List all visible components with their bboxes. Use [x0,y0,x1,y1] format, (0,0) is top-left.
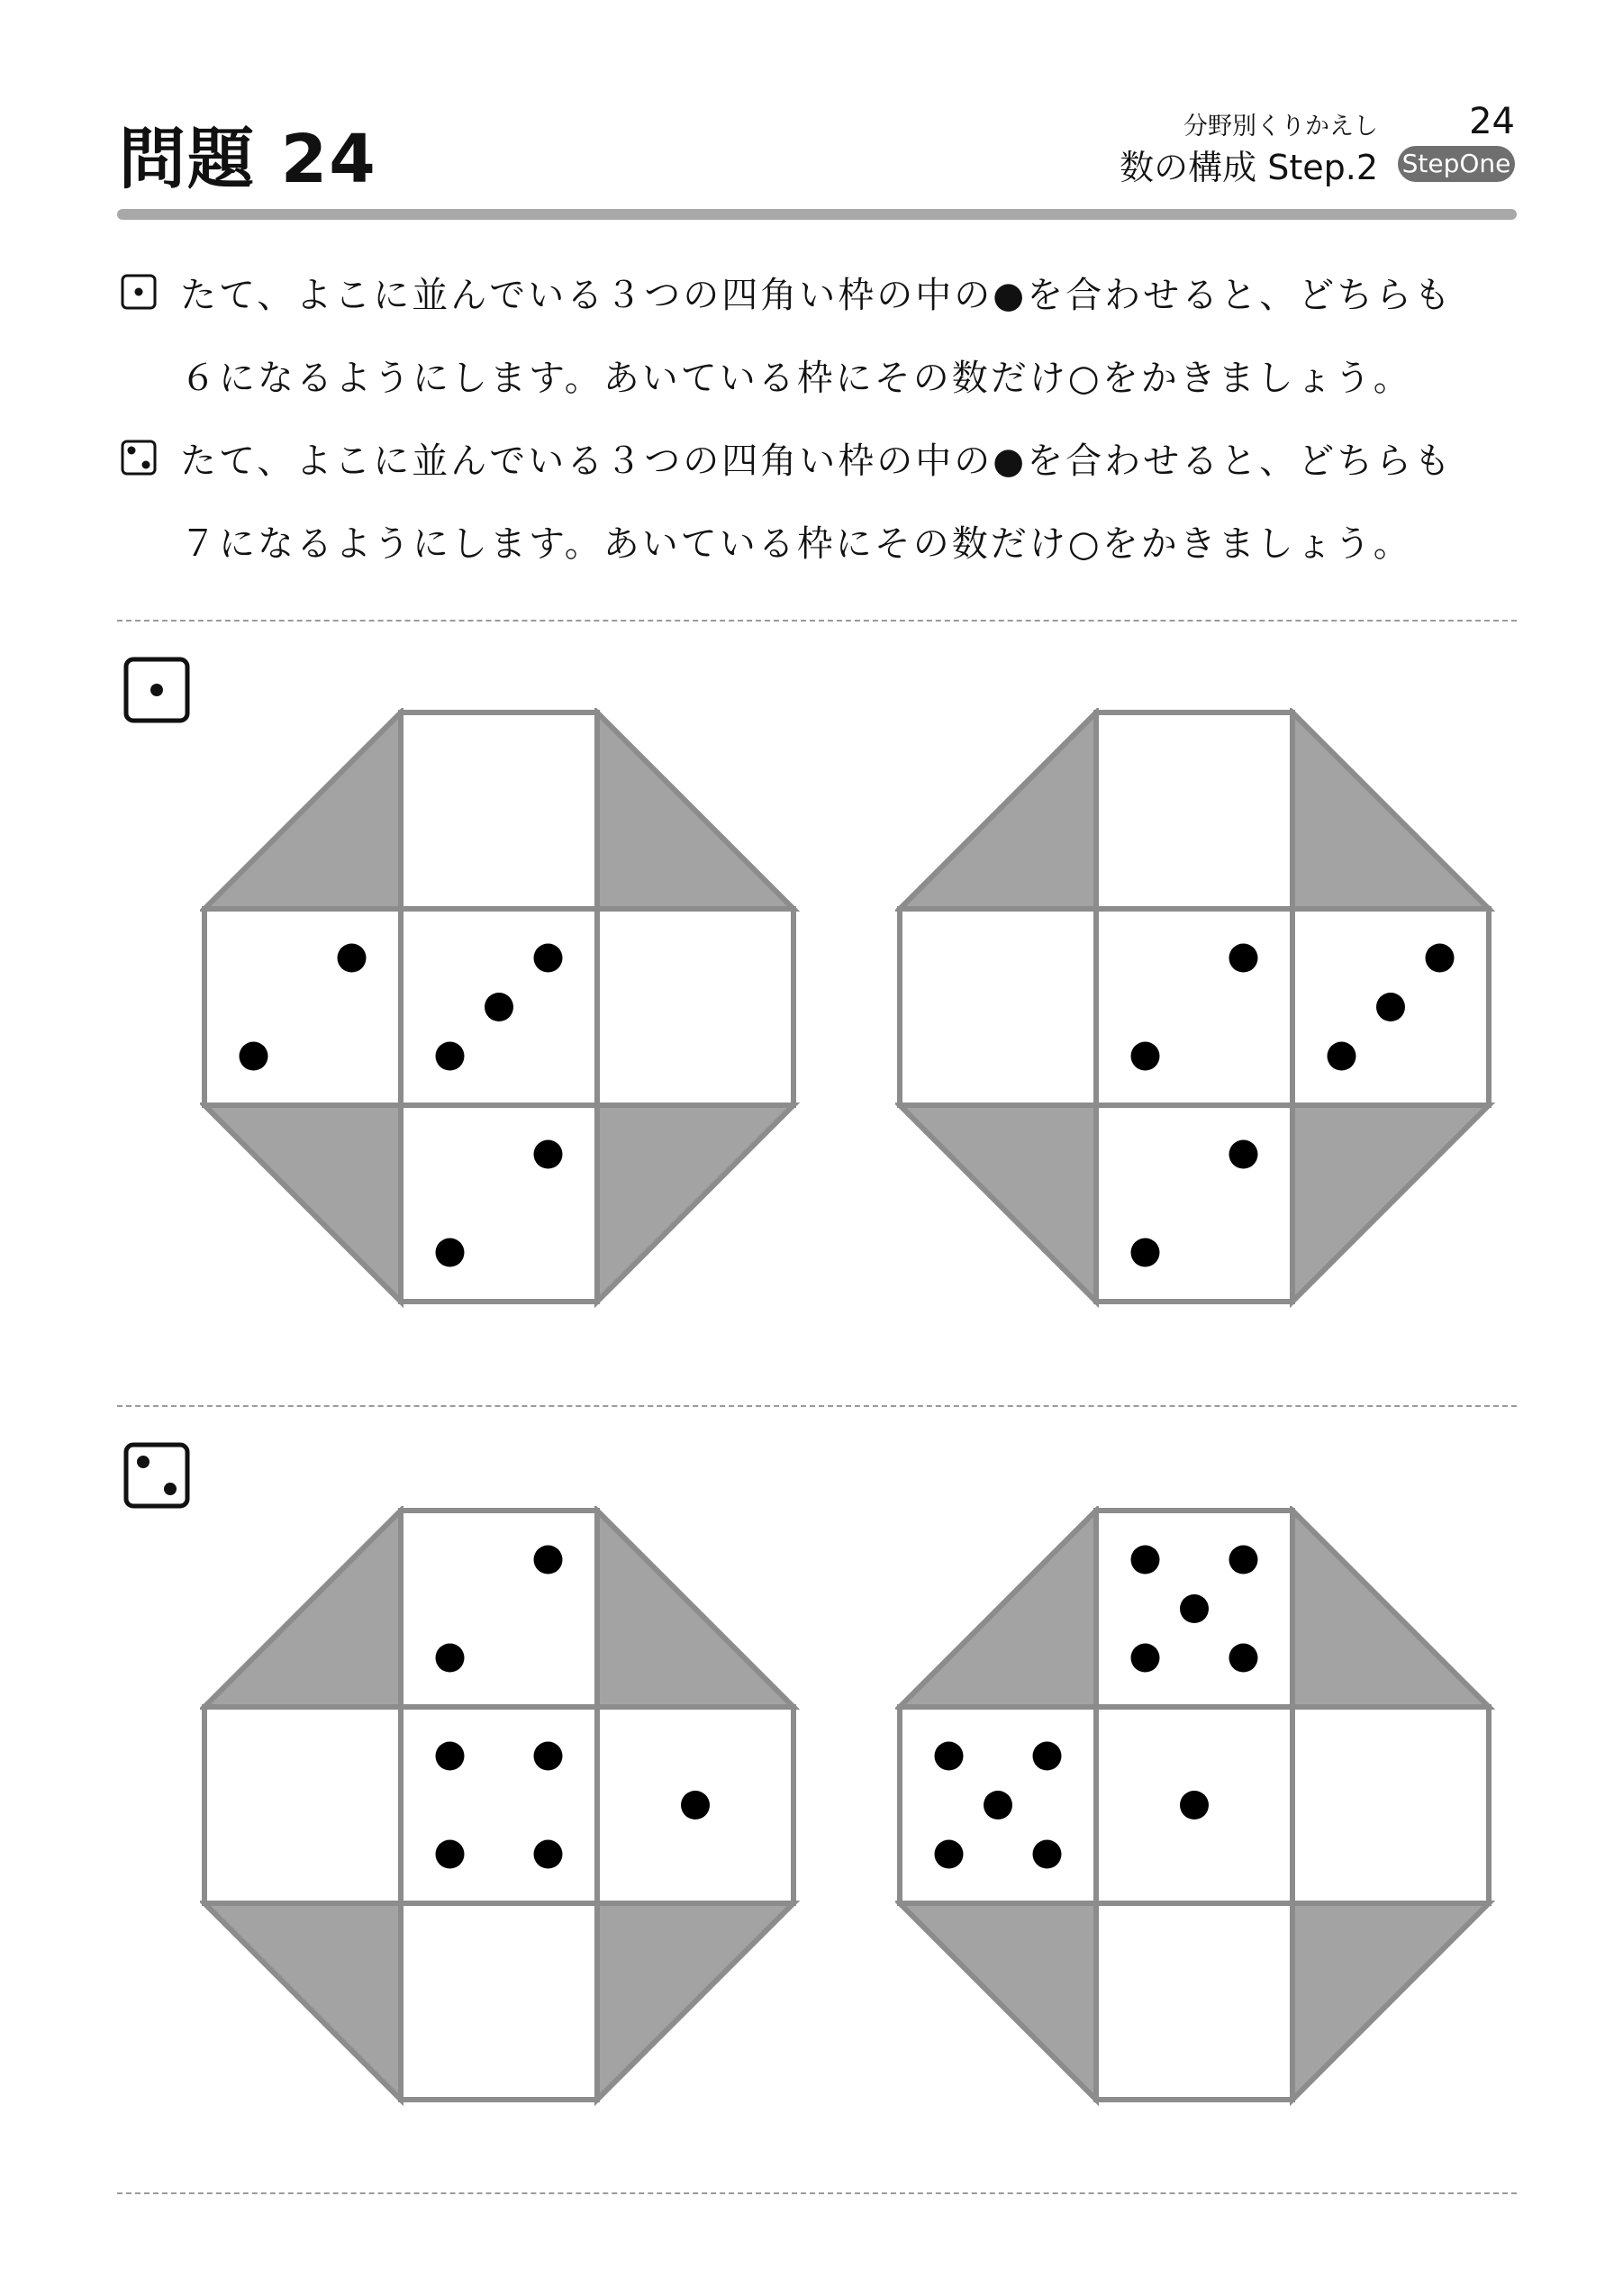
instruction-2-line-1: たて、よこに並んでいる３つの四角い枠の中の●を合わせると、どちらも [180,440,1454,482]
dot [1328,1042,1356,1071]
dot [935,1742,964,1771]
corner-triangle [900,1105,1096,1302]
corner-triangle [900,1903,1096,2100]
dot [436,1042,465,1071]
series-label: 分野別くりかえし [1183,113,1378,141]
instruction-1-line-2: ６になるようにします。あいている枠にその数だけ○をかきましょう。 [180,358,1412,399]
dot [1229,1644,1258,1673]
puzzle-2-2 [895,1506,1499,2110]
corner-triangle [204,1105,401,1302]
header-rule [117,209,1517,220]
corner-triangle [597,1105,793,1302]
puzzle-1-1 [200,708,803,1311]
dot [436,1840,465,1869]
dot [1229,1546,1258,1575]
puzzle-1-1-cell-bottom[interactable] [401,1105,597,1302]
corner-triangle [204,1511,401,1707]
dot [681,1791,710,1820]
dot [1131,1042,1160,1071]
dot [1131,1546,1160,1575]
problem-2-die-icon [122,1441,191,1510]
corner-triangle [900,712,1096,909]
puzzle-2-1-cell-bottom[interactable] [401,1903,597,2100]
puzzle-1-2-cell-center[interactable] [1096,909,1292,1105]
section-divider [117,1405,1517,1407]
problem-1-die-icon [122,656,191,724]
corner-triangle [900,1511,1096,1707]
instruction-2-line-2: ７になるようにします。あいている枠にその数だけ○をかきましょう。 [180,523,1412,565]
dot [1033,1840,1062,1869]
dot [1426,944,1455,973]
puzzle-1-1-cell-left[interactable] [204,909,401,1105]
corner-triangle [597,1511,793,1707]
puzzle-2-1-cell-left[interactable] [204,1707,401,1903]
puzzle-2-1-cell-top[interactable] [401,1511,597,1707]
dot [240,1042,268,1071]
puzzle-1-1-cell-top[interactable] [401,712,597,909]
section-divider [117,620,1517,622]
puzzle-2-2-cell-right[interactable] [1292,1707,1489,1903]
page-number: 24 [1469,101,1515,142]
dot [1180,1791,1209,1820]
dot [534,944,563,973]
puzzle-2-1 [200,1506,803,2110]
corner-triangle [204,712,401,909]
dot [1131,1239,1160,1267]
corner-triangle [597,1903,793,2100]
corner-triangle [1292,1105,1489,1302]
dot [534,1546,563,1575]
stepone-badge: StepOne [1398,146,1515,182]
dot [485,993,513,1021]
puzzle-2-2-cell-bottom[interactable] [1096,1903,1292,2100]
dot [436,1644,465,1673]
dot [436,1742,465,1771]
dot [1033,1742,1062,1771]
dot [436,1239,465,1267]
dot [534,1840,563,1869]
puzzle-1-1-cell-right[interactable] [597,909,793,1105]
dot [1131,1644,1160,1673]
die-face-1-icon [121,274,157,310]
die-face-2-icon [121,440,157,476]
dot [1229,944,1258,973]
corner-triangle [1292,1903,1489,2100]
corner-triangle [204,1903,401,2100]
corner-triangle [597,712,793,909]
dot [984,1791,1012,1820]
dot [534,1742,563,1771]
corner-triangle [1292,1511,1489,1707]
page-title: 問題 24 [119,121,377,198]
dot [1180,1594,1209,1623]
dot [935,1840,964,1869]
dot [534,1140,563,1169]
puzzle-1-2 [895,708,1499,1311]
dot [1376,993,1405,1021]
section-divider [117,2192,1517,2194]
corner-triangle [1292,712,1489,909]
puzzle-1-2-cell-bottom[interactable] [1096,1105,1292,1302]
puzzle-2-1-cell-center[interactable] [401,1707,597,1903]
instruction-1-line-1: たて、よこに並んでいる３つの四角い枠の中の●を合わせると、どちらも [180,275,1454,316]
puzzle-1-2-cell-left[interactable] [900,909,1096,1105]
page-subtitle: 数の構成 Step.2 [1120,148,1378,187]
dot [1229,1140,1258,1169]
puzzle-1-2-cell-top[interactable] [1096,712,1292,909]
dot [338,944,367,973]
